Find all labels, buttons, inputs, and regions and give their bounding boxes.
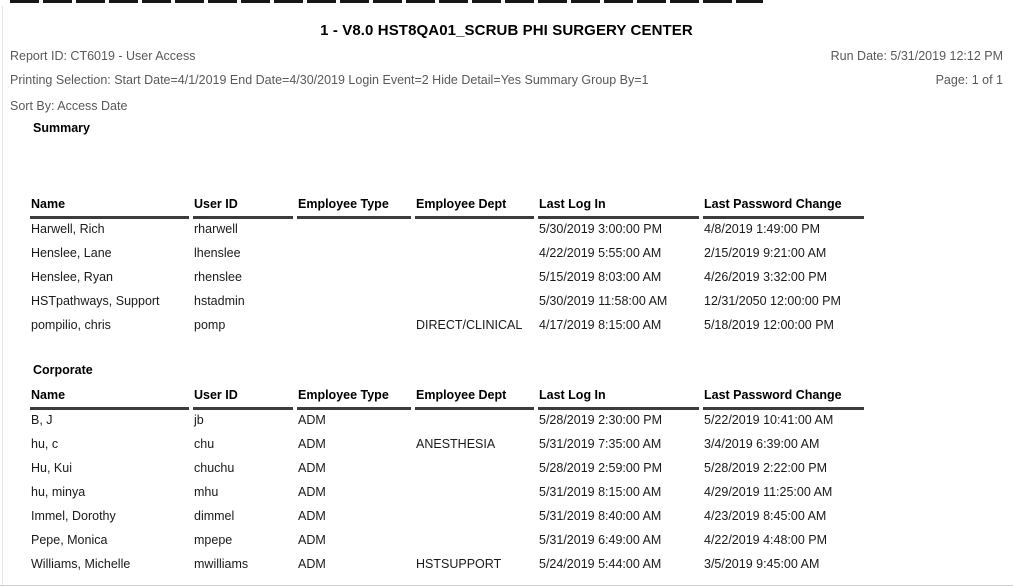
cell-last-password-change: 2/15/2019 9:21:00 AM (704, 246, 827, 260)
cell-name: Hu, Kui (31, 461, 72, 475)
col-header-user-id: User ID (193, 191, 293, 219)
cell-last-password-change: 5/22/2019 10:41:00 AM (704, 413, 834, 427)
summary-table (26, 191, 868, 339)
cell-last-log-in: 5/30/2019 3:00:00 PM (539, 222, 663, 236)
cell-user-id: mwilliams (194, 557, 249, 571)
cell-employee-dept (415, 410, 534, 434)
cell-last-log-in: 5/15/2019 8:03:00 AM (539, 270, 662, 284)
cell-employee-type (297, 267, 411, 291)
cell-employee-dept (415, 219, 534, 243)
cell-employee-dept (415, 530, 534, 554)
col-header-last-log-in: Last Log In (538, 382, 699, 410)
cell-name: Henslee, Lane (31, 246, 112, 260)
cell-employee-dept (415, 291, 534, 315)
cell-name: Williams, Michelle (31, 557, 131, 571)
cell-user-id: hstadmin (194, 294, 245, 308)
summary-heading: Summary (33, 121, 90, 135)
cell-name: B, J (31, 413, 53, 427)
cell-employee-type: ADM (298, 509, 326, 523)
cell-last-password-change: 4/26/2019 3:32:00 PM (704, 270, 828, 284)
cell-user-id: rharwell (194, 222, 238, 236)
cell-employee-type: ADM (298, 461, 326, 475)
cell-employee-dept: DIRECT/CLINICAL (416, 318, 523, 332)
cell-last-password-change: 12/31/2050 12:00:00 PM (704, 294, 841, 308)
cell-employee-dept (415, 267, 534, 291)
cell-last-log-in: 5/31/2019 8:40:00 AM (539, 509, 662, 523)
cell-last-password-change: 5/18/2019 12:00:00 PM (704, 318, 834, 332)
table-row (30, 506, 864, 530)
cell-name: pompilio, chris (31, 318, 111, 332)
page-number: Page: 1 of 1 (935, 73, 1003, 87)
col-header-name: Name (30, 191, 189, 219)
table-row (30, 267, 864, 291)
cell-employee-type (297, 315, 411, 339)
corporate-table (26, 382, 868, 578)
cell-employee-dept: HSTSUPPORT (416, 557, 502, 571)
cell-name: Pepe, Monica (31, 533, 108, 547)
col-header-employee-type: Employee Type (297, 382, 411, 410)
group-heading-corporate: Corporate (33, 363, 93, 377)
col-header-last-log-in: Last Log In (538, 191, 699, 219)
left-edge-line (2, 6, 3, 585)
cell-name: HSTpathways, Support (31, 294, 160, 308)
table-header-row (30, 191, 864, 219)
col-header-last-password-change: Last Password Change (703, 382, 864, 410)
cell-last-log-in: 5/30/2019 11:58:00 AM (539, 294, 668, 308)
cell-last-log-in: 5/31/2019 7:35:00 AM (539, 437, 662, 451)
table-row (30, 458, 864, 482)
table-row (30, 315, 864, 339)
cell-name: Immel, Dorothy (31, 509, 116, 523)
cell-employee-dept (415, 243, 534, 267)
cell-name: Harwell, Rich (31, 222, 105, 236)
col-header-last-password-change: Last Password Change (703, 191, 864, 219)
table-row (30, 554, 864, 578)
cell-user-id: lhenslee (194, 246, 241, 260)
cell-name: hu, minya (31, 485, 86, 499)
cell-last-log-in: 4/17/2019 8:15:00 AM (539, 318, 662, 332)
col-header-user-id: User ID (193, 382, 293, 410)
report-title: 1 - V8.0 HST8QA01_SCRUB PHI SURGERY CENTER (320, 22, 693, 39)
table-row (30, 243, 864, 267)
table-row (30, 291, 864, 315)
cell-employee-type (297, 219, 411, 243)
cell-employee-dept (415, 458, 534, 482)
col-header-employee-type: Employee Type (297, 191, 411, 219)
cell-user-id: rhenslee (194, 270, 242, 284)
cell-last-log-in: 5/28/2019 2:59:00 PM (539, 461, 663, 475)
cell-employee-type: ADM (298, 485, 326, 499)
cell-last-password-change: 4/23/2019 8:45:00 AM (704, 509, 827, 523)
bottom-edge-line (0, 585, 1013, 586)
cell-employee-type: ADM (298, 413, 326, 427)
cell-last-log-in: 5/31/2019 6:49:00 AM (539, 533, 662, 547)
cell-last-password-change: 4/22/2019 4:48:00 PM (704, 533, 828, 547)
cell-employee-type: ADM (298, 533, 326, 547)
table-row (30, 530, 864, 554)
cell-last-log-in: 4/22/2019 5:55:00 AM (539, 246, 662, 260)
col-header-name: Name (30, 382, 189, 410)
cell-user-id: mpepe (194, 533, 233, 547)
cell-last-log-in: 5/31/2019 8:15:00 AM (539, 485, 662, 499)
cell-last-password-change: 3/4/2019 6:39:00 AM (704, 437, 820, 451)
cell-last-log-in: 5/28/2019 2:30:00 PM (539, 413, 663, 427)
sort-by: Sort By: Access Date (10, 99, 128, 113)
cell-last-password-change: 5/28/2019 2:22:00 PM (704, 461, 828, 475)
cell-user-id: jb (194, 413, 204, 427)
cell-user-id: mhu (194, 485, 219, 499)
cell-name: Henslee, Ryan (31, 270, 113, 284)
cell-last-password-change: 4/29/2019 11:25:00 AM (704, 485, 833, 499)
cell-employee-type: ADM (298, 557, 326, 571)
cell-user-id: chu (194, 437, 215, 451)
col-header-employee-dept: Employee Dept (415, 191, 534, 219)
clipped-top-row (10, 0, 763, 3)
cell-last-password-change: 4/8/2019 1:49:00 PM (704, 222, 821, 236)
table-header-row (30, 382, 864, 410)
cell-employee-type (297, 243, 411, 267)
printing-selection: Printing Selection: Start Date=4/1/2019 End Date=4/30/2019 Login Event=2 Hide Detail=Yes Summary Group By=1 (10, 73, 649, 87)
table-row (30, 410, 864, 434)
table-row (30, 482, 864, 506)
cell-last-password-change: 3/5/2019 9:45:00 AM (704, 557, 820, 571)
cell-employee-dept (415, 482, 534, 506)
cell-employee-dept: ANESTHESIA (416, 437, 496, 451)
report-id: Report ID: CT6019 - User Access (10, 49, 196, 63)
table-row (30, 219, 864, 243)
cell-employee-type: ADM (298, 437, 326, 451)
cell-user-id: pomp (194, 318, 226, 332)
cell-name: hu, c (31, 437, 59, 451)
cell-employee-dept (415, 506, 534, 530)
col-header-employee-dept: Employee Dept (415, 382, 534, 410)
cell-user-id: dimmel (194, 509, 235, 523)
cell-user-id: chuchu (194, 461, 235, 475)
run-date: Run Date: 5/31/2019 12:12 PM (830, 49, 1003, 63)
cell-employee-type (297, 291, 411, 315)
table-row (30, 434, 864, 458)
cell-last-log-in: 5/24/2019 5:44:00 AM (539, 557, 662, 571)
